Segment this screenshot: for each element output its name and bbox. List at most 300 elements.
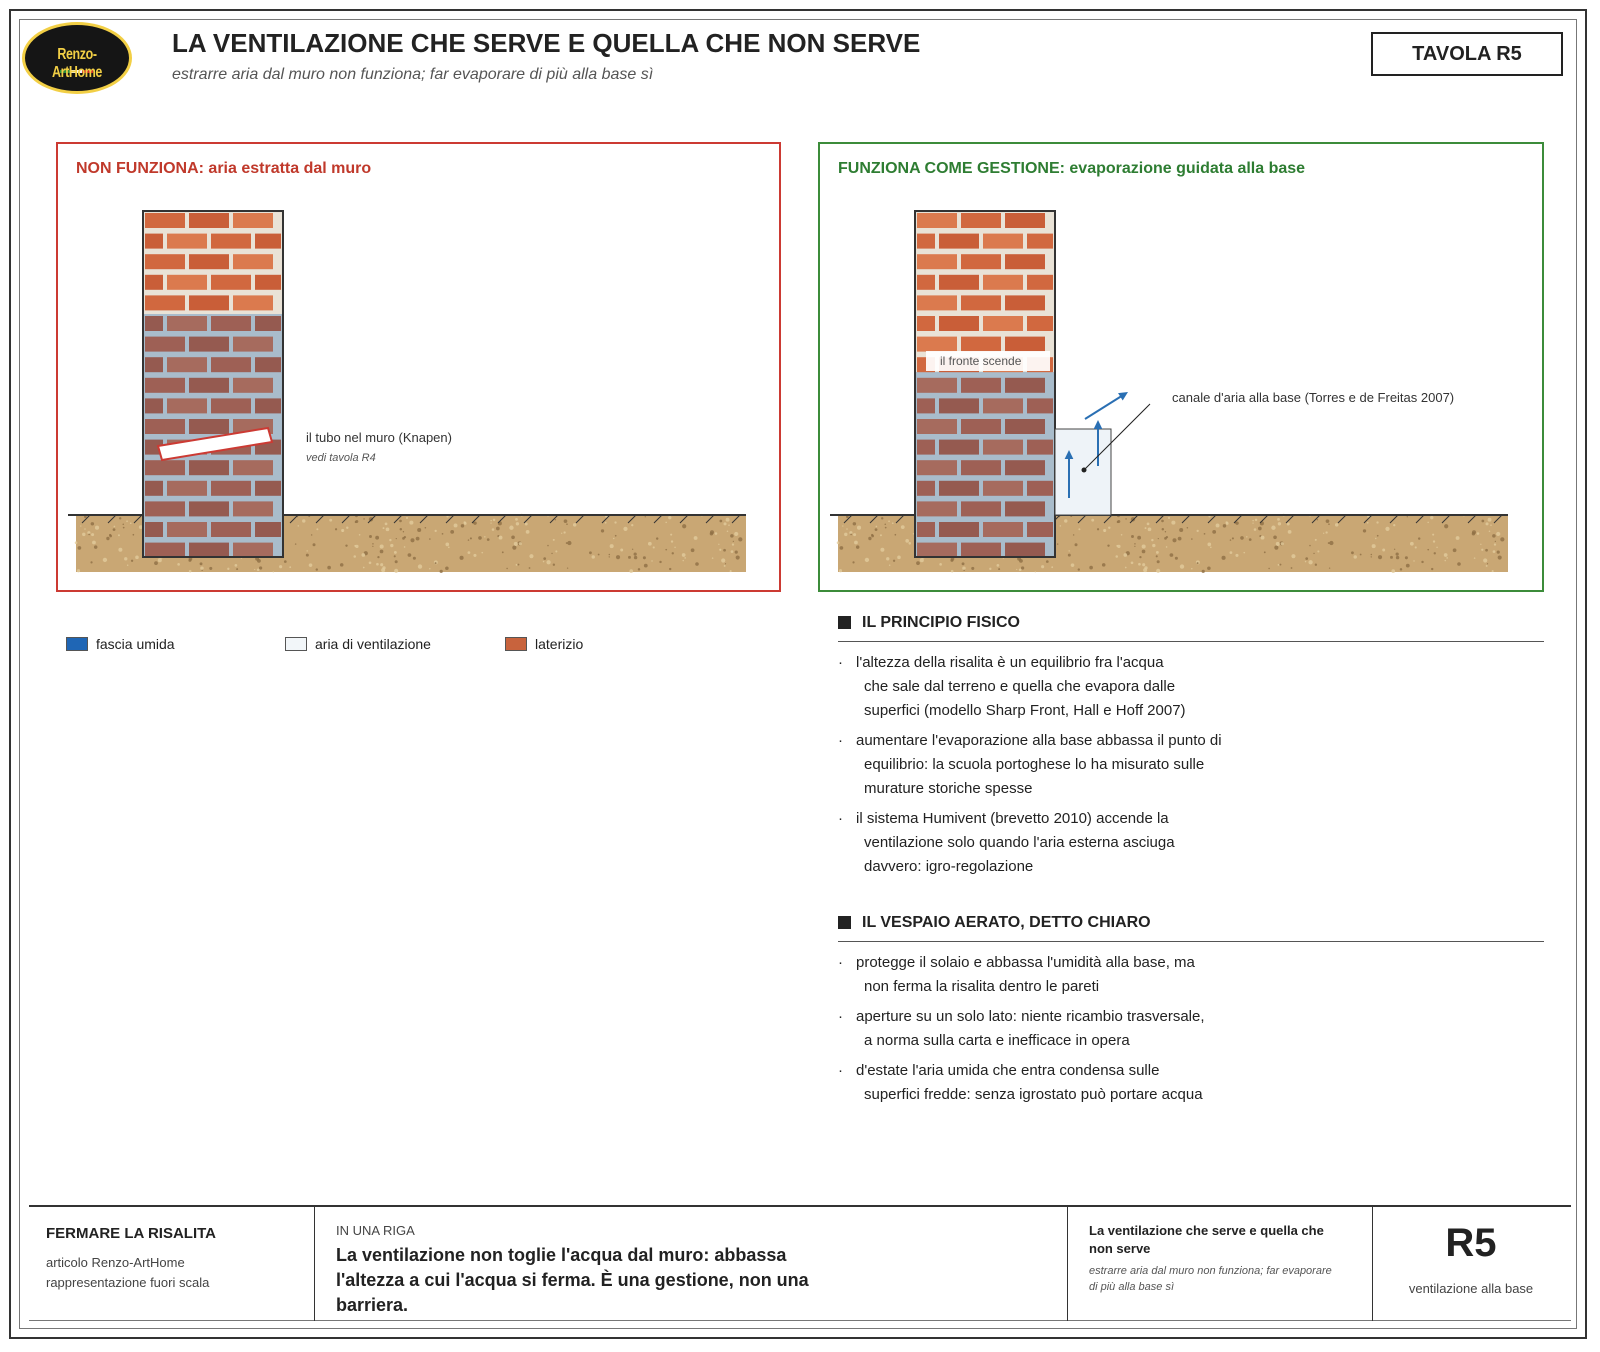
soil-grain — [1486, 565, 1488, 567]
bullet-line: davvero: igro-regolazione — [864, 858, 1034, 875]
dry-brick — [189, 295, 229, 310]
soil-grain — [889, 564, 890, 565]
soil-grain — [623, 527, 627, 531]
soil-grain — [327, 566, 331, 570]
soil-grain — [396, 538, 397, 539]
soil-grain — [561, 533, 562, 534]
soil-grain — [1498, 555, 1502, 559]
soil-grain — [1325, 531, 1327, 533]
soil-grain — [939, 563, 942, 566]
wet-brick — [917, 522, 935, 537]
soil-grain — [468, 551, 471, 554]
oneliner-text: La ventilazione non toglie l'acqua dal muro: abbassa l'altezza a cui l'acqua si ferma. È una gestione, non una barriera. — [336, 1245, 809, 1315]
soil-grain — [1117, 521, 1119, 523]
soil-grain — [1235, 554, 1238, 557]
soil-grain — [1436, 547, 1437, 548]
wet-brick — [145, 378, 185, 393]
page-subtitle: estrarre aria dal muro non funziona; far evaporare di più alla base sì — [172, 66, 654, 83]
dry-brick — [1027, 275, 1053, 290]
wet-brick — [983, 398, 1023, 413]
soil-grain — [369, 561, 372, 564]
section-vespaio-title: IL VESPAIO AERATO, DETTO CHIARO — [862, 914, 1151, 931]
soil-grain — [846, 528, 848, 530]
soil-grain — [127, 564, 128, 565]
soil-grain — [478, 536, 482, 540]
soil-grain — [1142, 545, 1146, 549]
soil-grain — [592, 555, 595, 558]
soil-grain — [1021, 566, 1024, 569]
soil-grain — [1142, 550, 1146, 554]
soil-grain — [1287, 523, 1290, 526]
footer-bottom-rule — [29, 1320, 1571, 1321]
soil-grain — [1393, 524, 1395, 526]
soil-grain — [589, 551, 592, 554]
wet-brick — [233, 378, 273, 393]
logo — [20, 20, 134, 96]
soil-grain — [555, 550, 557, 552]
wet-brick — [983, 440, 1023, 455]
dry-brick — [233, 213, 273, 228]
wet-brick — [189, 419, 229, 434]
soil-grain — [122, 523, 124, 525]
dry-brick — [917, 295, 957, 310]
section-square-icon — [838, 916, 851, 929]
soil-grain — [1281, 542, 1284, 545]
soil-grain — [736, 555, 740, 559]
soil-grain — [1089, 566, 1093, 570]
soil-grain — [881, 517, 883, 519]
soil-grain — [1329, 567, 1330, 568]
air-up-arrow-head — [1094, 420, 1103, 429]
soil-grain — [1274, 546, 1278, 550]
soil-grain — [1329, 541, 1333, 545]
soil-grain — [1291, 554, 1295, 558]
soil-grain — [375, 536, 379, 540]
soil-grain — [380, 550, 384, 554]
dry-brick — [145, 213, 185, 228]
soil-grain — [78, 546, 82, 550]
dry-brick — [983, 234, 1023, 249]
soil-grain — [118, 534, 120, 536]
dry-brick — [189, 213, 229, 228]
soil-grain — [871, 534, 873, 536]
soil-grain — [377, 556, 379, 558]
soil-grain — [75, 541, 78, 544]
wet-brick — [917, 481, 935, 496]
soil-grain — [90, 561, 92, 563]
soil-grain — [726, 518, 730, 522]
soil-grain — [1371, 556, 1372, 557]
soil-grain — [341, 529, 344, 532]
soil-grain — [634, 556, 637, 559]
soil-grain — [490, 520, 491, 521]
soil-grain — [91, 522, 94, 525]
legend-label-brick: laterizio — [535, 636, 584, 652]
soil-grain — [529, 554, 533, 558]
soil-grain — [404, 546, 406, 548]
soil-grain — [1116, 545, 1118, 547]
leader-dot — [1082, 468, 1087, 473]
soil-grain — [674, 547, 675, 548]
soil-grain — [492, 528, 495, 531]
soil-grain — [1495, 541, 1496, 542]
soil-grain — [1073, 534, 1074, 535]
legend-label-air: aria di ventilazione — [315, 636, 431, 652]
soil-grain — [1170, 553, 1174, 557]
soil-grain — [886, 557, 889, 560]
soil-grain — [1315, 564, 1317, 566]
oneliner-label: IN UNA RIGA — [336, 1223, 415, 1238]
soil-grain — [695, 562, 699, 566]
soil-grain — [1254, 528, 1257, 531]
soil-grain — [632, 549, 633, 550]
soil-grain — [1156, 555, 1158, 557]
sheet-code-caption: ventilazione alla base — [1408, 1281, 1534, 1296]
soil-grain — [1354, 555, 1357, 558]
soil-grain — [114, 526, 116, 528]
soil-grain — [1444, 553, 1448, 557]
soil-grain — [563, 531, 565, 533]
soil-grain — [359, 534, 361, 536]
soil-grain — [273, 571, 274, 572]
soil-grain — [316, 568, 318, 570]
soil-grain — [1382, 549, 1385, 552]
soil-grain — [445, 566, 449, 570]
wet-brick — [1027, 481, 1053, 496]
soil-grain — [435, 530, 437, 532]
soil-grain — [1446, 557, 1448, 559]
soil-grain — [854, 541, 858, 545]
soil-grain — [390, 544, 393, 547]
soil-grain — [656, 537, 658, 539]
bullet-item — [838, 651, 1558, 723]
soil-grain — [1496, 532, 1500, 536]
soil-grain — [1481, 520, 1484, 523]
soil-grain — [200, 566, 203, 569]
bullet-line: murature storiche spesse — [864, 780, 1033, 797]
bullet-item — [838, 729, 1558, 801]
soil-grain — [1041, 565, 1044, 568]
soil-grain — [1157, 560, 1160, 563]
soil-grain — [1457, 562, 1461, 566]
bullet-line: superfici fredde: senza igrostato può portare acqua — [864, 1086, 1203, 1103]
soil-grain — [1492, 534, 1496, 538]
soil-grain — [445, 543, 449, 547]
dry-brick — [255, 275, 281, 290]
soil-grain — [1456, 536, 1460, 540]
wet-brick — [1005, 419, 1045, 434]
soil-grain — [1232, 537, 1234, 539]
soil-grain — [1131, 517, 1135, 521]
soil-grain — [1315, 539, 1317, 541]
dry-brick — [961, 213, 1001, 228]
wet-brick — [255, 398, 281, 413]
soil-grain — [92, 541, 96, 545]
soil-grain — [1172, 538, 1176, 542]
soil-grain — [106, 537, 109, 540]
soil-grain — [88, 534, 90, 536]
wet-brick — [189, 501, 229, 516]
bullet-line: non ferma la risalita dentro le pareti — [864, 978, 1100, 995]
soil-grain — [888, 520, 890, 522]
dry-brick — [211, 234, 251, 249]
soil-grain — [684, 557, 686, 559]
soil-grain — [1216, 523, 1220, 527]
soil-grain — [1175, 557, 1178, 560]
soil-grain — [77, 569, 80, 572]
soil-grain — [895, 534, 897, 536]
bullet-line: equilibrio: la scuola portoghese lo ha misurato sulle — [864, 756, 1205, 773]
soil-grain — [839, 569, 842, 572]
soil-grain — [1207, 543, 1211, 547]
soil-grain — [84, 528, 86, 530]
soil-grain — [989, 568, 991, 570]
footer-divider — [1067, 1205, 1068, 1321]
soil-grain — [1494, 543, 1496, 545]
soil-grain — [254, 569, 255, 570]
dry-brick — [917, 213, 957, 228]
section-square-icon — [838, 616, 851, 629]
soil-grain — [880, 534, 882, 536]
wet-brick — [917, 460, 957, 475]
soil-grain — [1152, 544, 1155, 547]
wet-brick — [189, 337, 229, 352]
soil-grain — [306, 554, 309, 557]
soil-grain — [672, 552, 674, 554]
soil-grain — [382, 566, 385, 569]
dry-brick — [145, 234, 163, 249]
soil-grain — [1134, 546, 1135, 547]
soil-grain — [710, 532, 713, 535]
wet-brick — [233, 337, 273, 352]
soil-grain — [1396, 553, 1399, 556]
soil-grain — [316, 528, 318, 530]
soil-grain — [259, 566, 262, 569]
wet-brick — [145, 337, 185, 352]
soil-grain — [1485, 549, 1488, 552]
soil-grain — [1489, 531, 1491, 533]
series-title: FERMARE LA RISALITA — [46, 1225, 216, 1242]
soil-grain — [1328, 523, 1330, 525]
soil-grain — [738, 537, 742, 541]
soil-grain — [840, 546, 844, 550]
wet-brick — [1005, 460, 1045, 475]
section-vespaio-bullets — [838, 951, 1558, 1113]
soil-grain — [1291, 567, 1293, 569]
soil-grain — [1210, 547, 1212, 549]
soil-grain — [1075, 543, 1078, 546]
soil-grain — [734, 532, 738, 536]
soil-grain — [1156, 551, 1159, 554]
wet-brick — [145, 316, 163, 331]
soil-grain — [95, 526, 99, 530]
soil-grain — [857, 526, 861, 530]
soil-grain — [1483, 558, 1487, 562]
soil-grain — [295, 543, 296, 544]
bullet-item — [838, 807, 1558, 879]
wet-brick — [939, 440, 979, 455]
soil-grain — [1078, 528, 1080, 530]
bullet-line: il sistema Humivent (brevetto 2010) accende la — [856, 810, 1169, 827]
soil-grain — [670, 534, 672, 536]
wet-brick — [917, 440, 935, 455]
wet-brick — [189, 460, 229, 475]
soil-grain — [731, 550, 734, 553]
soil-grain — [615, 535, 617, 537]
soil-grain — [1137, 536, 1141, 540]
soil-grain — [1125, 567, 1127, 569]
soil-grain — [340, 563, 344, 567]
soil-grain — [406, 517, 408, 519]
soil-grain — [1222, 556, 1226, 560]
soil-grain — [555, 519, 556, 520]
wet-brick — [961, 460, 1001, 475]
sheet-code: R5 — [1445, 1221, 1497, 1265]
soil-grain — [682, 553, 686, 557]
soil-grain — [1035, 571, 1036, 572]
soil-grain — [671, 540, 673, 542]
logo-text: Renzo-ArtHome — [52, 46, 102, 81]
soil-grain — [1171, 521, 1175, 525]
soil-grain — [1016, 569, 1017, 570]
wet-brick — [145, 481, 163, 496]
soil-grain — [659, 561, 661, 563]
soil-grain — [1123, 553, 1127, 557]
soil-grain — [730, 534, 734, 538]
wet-brick — [145, 522, 163, 537]
soil-grain — [1474, 557, 1476, 559]
soil-grain — [653, 546, 655, 548]
soil-grain — [1102, 563, 1106, 567]
soil-grain — [567, 541, 571, 545]
soil-grain — [1071, 563, 1075, 567]
soil-grain — [519, 542, 522, 545]
dry-brick — [939, 234, 979, 249]
bullet-line: protegge il solaio e abbassa l'umidità alla base, ma — [856, 954, 1195, 971]
soil-grain — [1138, 563, 1141, 566]
soil-grain — [908, 542, 911, 545]
soil-grain — [118, 548, 122, 552]
wet-brick — [961, 419, 1001, 434]
air-out-arrow — [1085, 394, 1125, 419]
wet-brick — [1027, 440, 1053, 455]
soil-grain — [614, 521, 616, 523]
soil-grain — [1351, 551, 1354, 554]
soil-grain — [514, 542, 518, 546]
soil-grain — [1191, 538, 1193, 540]
soil-grain — [158, 558, 162, 562]
bullet-dot-icon: · — [838, 732, 843, 749]
section-physics-bullets — [838, 651, 1558, 885]
soil-grain — [1326, 519, 1330, 523]
tube-reference: vedi tavola R4 — [306, 452, 376, 464]
soil-grain — [1197, 562, 1199, 564]
legend-swatch-wet — [66, 637, 88, 651]
soil-grain — [525, 523, 528, 526]
soil-grain — [404, 536, 406, 538]
soil-grain — [725, 563, 726, 564]
wet-brick — [167, 316, 207, 331]
soil-grain — [564, 519, 568, 523]
soil-grain — [875, 528, 878, 531]
soil-grain — [613, 538, 614, 539]
soil-grain — [302, 519, 305, 522]
soil-grain — [1480, 544, 1481, 545]
soil-grain — [971, 567, 974, 570]
soil-grain — [1277, 518, 1280, 521]
legend-swatch-air — [285, 637, 307, 651]
soil-grain — [1453, 548, 1457, 552]
soil-grain — [1060, 525, 1062, 527]
wet-brick — [917, 543, 957, 558]
soil-grain — [1134, 543, 1135, 544]
soil-grain — [566, 523, 568, 525]
soil-grain — [1191, 568, 1192, 569]
legend-label-wet: fascia umida — [96, 636, 175, 652]
dry-brick — [939, 275, 979, 290]
soil-grain — [1142, 563, 1145, 566]
soil-grain — [353, 555, 356, 558]
wet-brick — [961, 543, 1001, 558]
soil-grain — [1207, 566, 1211, 570]
soil-grain — [998, 568, 1000, 570]
sheet-subtitle: estrarre aria dal muro non funziona; far evaporare di più alla base sì — [1089, 1265, 1332, 1293]
soil-grain — [997, 564, 1000, 567]
soil-grain — [1313, 553, 1314, 554]
bullet-dot-icon: · — [838, 1008, 843, 1025]
soil-grain — [610, 544, 614, 548]
soil-grain — [609, 556, 610, 557]
bullet-dot-icon: · — [838, 1062, 843, 1079]
wet-brick — [211, 357, 251, 372]
soil-grain — [496, 527, 500, 531]
panel-not-working — [56, 142, 781, 592]
soil-grain — [1317, 519, 1318, 520]
soil-grain — [1394, 549, 1395, 550]
soil-grain — [1323, 533, 1324, 534]
soil-grain — [1202, 570, 1205, 573]
soil-grain — [553, 564, 555, 566]
dry-brick — [233, 295, 273, 310]
soil-grain — [885, 527, 887, 529]
soil-grain — [1187, 527, 1189, 529]
wet-brick — [961, 378, 1001, 393]
dry-brick — [167, 234, 207, 249]
soil-grain — [257, 568, 260, 571]
front-label: il fronte scende — [940, 354, 1022, 368]
soil-grain — [1091, 519, 1094, 522]
soil-grain — [1385, 527, 1389, 531]
soil-grain — [490, 522, 491, 523]
soil-grain — [723, 549, 726, 552]
soil-grain — [616, 555, 620, 559]
soil-grain — [389, 539, 391, 541]
soil-grain — [363, 567, 365, 569]
wet-brick — [211, 522, 251, 537]
soil-grain — [119, 517, 121, 519]
wet-brick — [211, 316, 251, 331]
soil-grain — [126, 520, 128, 522]
soil-grain — [876, 526, 878, 528]
wet-brick — [1005, 378, 1045, 393]
wet-brick — [167, 522, 207, 537]
dry-brick — [255, 234, 281, 249]
soil-grain — [1288, 530, 1292, 534]
soil-grain — [665, 522, 667, 524]
soil-grain — [1168, 517, 1170, 519]
dry-brick — [983, 275, 1023, 290]
soil-grain — [724, 565, 726, 567]
